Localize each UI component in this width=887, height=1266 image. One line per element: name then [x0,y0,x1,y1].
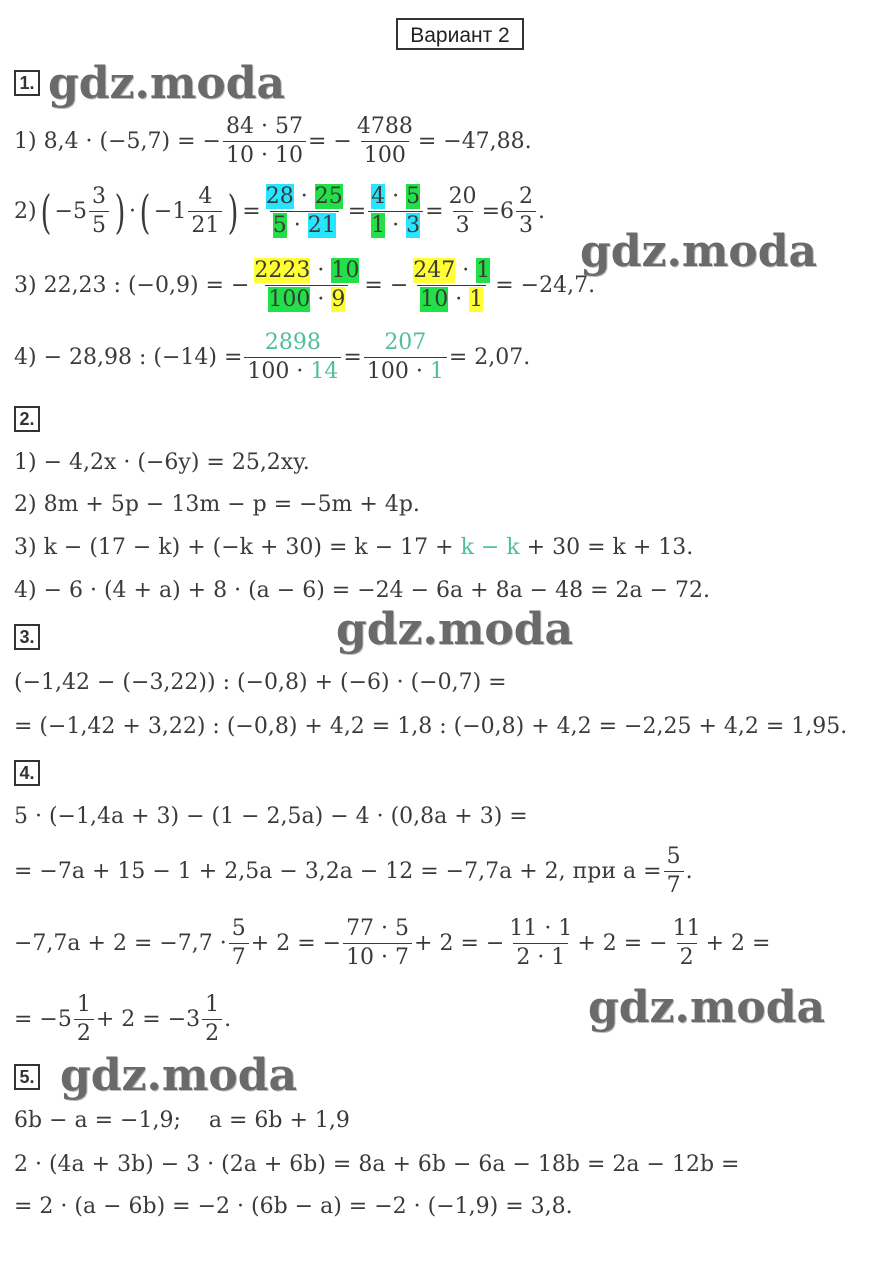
text: 6 [500,198,514,224]
fraction [223,116,306,167]
denominator: 100 · 9 [265,285,348,311]
text: 14 [310,359,339,384]
task5-line1: 6b − a = −1,9; a = 6b + 1,9 [14,1108,350,1133]
task2-line4: 4) − 6 · (4 + a) + 8 · (a − 6) = −24 − 6a + 8a − 48 = 2a − 72. [14,578,711,603]
numerator: 5 [231,916,246,941]
highlight: 1 [469,287,484,312]
fraction [202,994,222,1045]
denominator: 10 · 7 [343,943,412,969]
numerator: 3 [91,184,106,209]
fraction [251,260,362,311]
fraction [446,186,480,237]
highlight: 1 [371,213,386,238]
task-number-3: 3. [14,624,40,650]
text: 4) − 28,98 : (−14) = [14,344,243,370]
watermark: gdz.moda [60,1050,298,1101]
highlight: 10 [420,287,449,312]
task5-line3: = 2 · (a − 6b) = −2 · (6b − a) = −2 · (−1,9) = 3,8. [14,1194,573,1219]
highlight: 10 [331,258,360,283]
denominator: 10 · 1 [417,285,486,311]
numerator: 4 [198,184,213,209]
text: + 2 = [705,930,771,956]
highlight: 25 [314,184,343,209]
fraction [89,186,109,237]
denominator: 7 [664,871,684,897]
fraction [506,918,575,969]
task1-line4 [14,332,530,383]
highlight: 2223 [254,258,311,283]
paren: ( [40,184,51,239]
denominator: 2 [677,943,697,969]
fraction [343,918,412,969]
numerator: 1 [205,992,220,1017]
variant-title: Вариант 2 [396,18,524,50]
denominator: 2 [74,1019,94,1045]
task2-line1: 1) − 4,2x · (−6y) = 25,2xy. [14,450,310,475]
text: −5 [54,198,87,224]
fraction [516,186,536,237]
denominator: 7 [229,943,249,969]
text: = − [364,272,409,298]
highlight: 1 [476,258,491,283]
text: . [224,1006,232,1032]
task2-line3 [14,537,693,559]
highlight: 4 [371,184,386,209]
text: · [128,198,136,224]
task1-line3 [14,260,595,311]
text: k − k [460,535,520,560]
text: = −7a + 15 − 1 + 2,5a − 3,2a − 12 = −7,7a + 2, при a = [14,858,662,884]
text: = [242,198,261,224]
numerator: 77 · 5 [346,916,410,941]
watermark: gdz.moda [580,226,818,277]
numerator: 2 [519,184,533,209]
numerator: 28 · 25 [265,184,343,209]
highlight: 3 [406,213,421,238]
highlight: 9 [331,287,346,312]
highlight: 5 [406,184,421,209]
text: = 2,07. [448,344,531,370]
numerator: 4788 [356,114,413,139]
task4-line4 [14,994,231,1045]
text: . [538,198,545,224]
denominator [364,357,447,383]
fraction [188,186,222,237]
text: 3) k − (17 − k) + (−k + 30) = k − 17 + [14,535,461,560]
text: = [481,198,500,224]
denominator: 21 [188,211,222,237]
text: = − [307,128,352,154]
text: + 2 = −3 [95,1006,201,1032]
fraction [410,260,493,311]
text: + 30 = k + 13. [519,535,694,560]
task2-line2: 2) 8m + 5p − 13m − p = −5m + 4p. [14,492,420,517]
numerator: 207 [384,330,427,355]
fraction [263,186,346,237]
numerator: 11 · 1 [509,916,573,941]
numerator: 1 [76,992,91,1017]
task4-line2 [14,846,693,897]
fraction [229,918,249,969]
task1-line2 [14,186,545,237]
denominator [244,357,341,383]
task4-line3 [14,918,770,969]
task-number-5: 5. [14,1064,40,1090]
numerator: 4 · 5 [371,184,421,209]
text: 1 [429,359,444,384]
paren: ) [227,184,239,239]
fraction [74,994,94,1045]
text: 3) 22,23 : (−0,9) = − [14,272,250,298]
numerator: 247 · 1 [413,258,491,283]
text: 1) 8,4 · (−5,7) = − [14,128,221,154]
text: = [347,198,367,224]
task3-line1: (−1,42 − (−3,22)) : (−0,8) + (−6) · (−0,7) = [14,670,507,695]
task4-line1: 5 · (−1,4a + 3) − (1 − 2,5a) − 4 · (0,8a + 3) = [14,804,528,829]
fraction [244,332,341,383]
text: = −24,7. [495,272,596,298]
task-number-2: 2. [14,406,40,432]
text: = −5 [14,1006,72,1032]
numerator: 11 [672,916,701,941]
paren: ) [114,184,126,239]
denominator: 5 · 21 [270,211,339,237]
paren: ( [139,184,151,239]
task-number-4: 4. [14,760,40,786]
fraction [664,846,684,897]
task5-line2: 2 · (4a + 3b) − 3 · (2a + 6b) = 8a + 6b − 6a − 18b = 2a − 12b = [14,1152,740,1177]
numerator: 2898 [264,330,321,355]
highlight: 100 [268,287,311,312]
numerator: 84 · 57 [225,114,303,139]
numerator: 2223 · 10 [254,258,360,283]
fraction [354,116,416,167]
text: 100 · [247,359,311,384]
fraction [368,186,423,237]
fraction [670,918,704,969]
denominator: 3 [453,211,473,237]
numerator: 20 [448,184,477,209]
text: −7,7a + 2 = −7,7 · [14,930,227,956]
watermark: gdz.moda [336,604,574,655]
text: + 2 = − [414,930,505,956]
denominator: 2 · 1 [513,943,568,969]
text: = [343,344,362,370]
watermark: gdz.moda [48,58,286,109]
denominator: 2 [202,1019,222,1045]
watermark: gdz.moda [588,982,826,1033]
numerator: 5 [666,844,681,869]
highlight: 21 [307,213,336,238]
task1-line1 [14,116,532,167]
text: + 2 = − [577,930,668,956]
denominator: 1 · 3 [368,211,423,237]
text: 2) [14,198,37,224]
highlight: 247 [413,258,456,283]
highlight: 28 [265,184,294,209]
text: −1 [153,198,187,224]
text: + 2 = − [250,930,342,956]
highlight: 5 [272,213,287,238]
denominator: 100 [361,141,409,167]
denominator: 3 [516,211,536,237]
denominator: 5 [89,211,109,237]
task3-line2: = (−1,42 + 3,22) : (−0,8) + 4,2 = 1,8 : (−0,8) + 4,2 = −2,25 + 4,2 = 1,95. [14,714,848,739]
text: . [685,858,693,884]
fraction [364,332,447,383]
text: 100 · [366,359,430,384]
denominator: 10 · 10 [223,141,306,167]
text: = [425,198,444,224]
text: = −47,88. [417,128,532,154]
task-number-1: 1. [14,70,40,96]
